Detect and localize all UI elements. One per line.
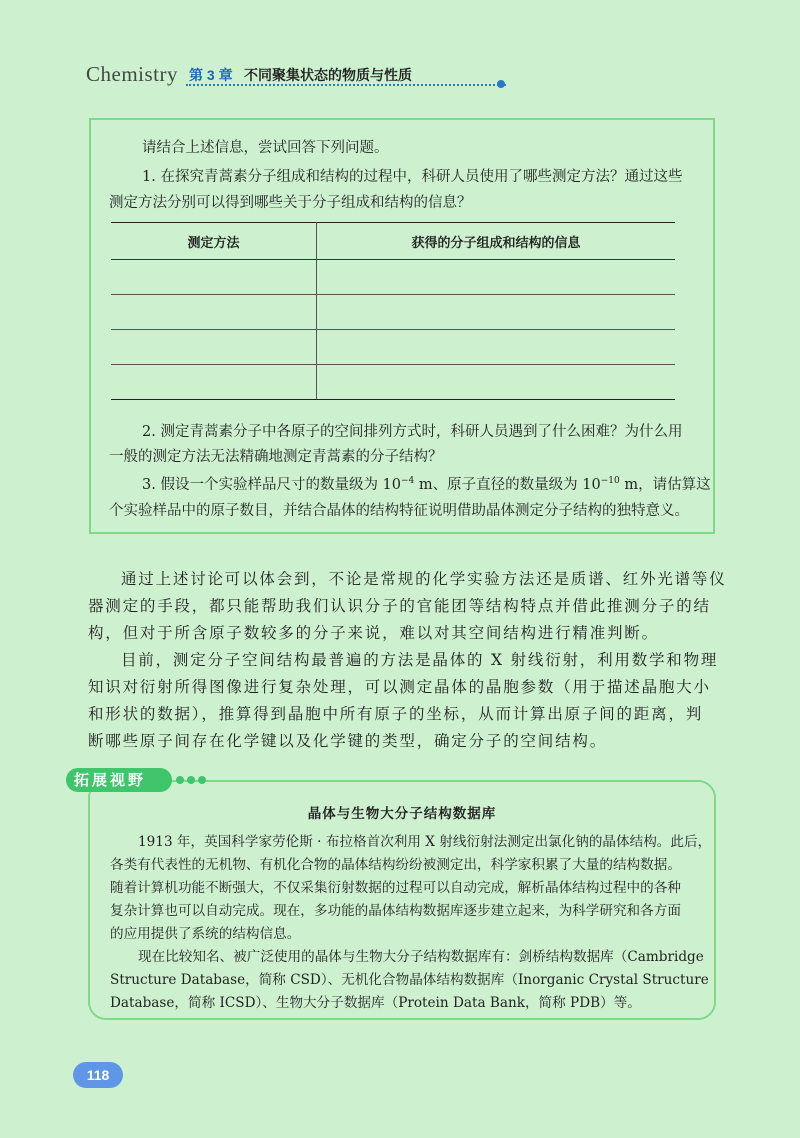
extension-paragraph-1-line-1: 1913 年，英国科学家劳伦斯 · 布拉格首次利用 X 射线衍射法测定出氯化钠的晶体结构。此后， — [138, 834, 712, 850]
brand-title: Chemistry — [86, 62, 178, 86]
extension-paragraph-1-line-5: 的应用提供了系统的结构信息。 — [110, 926, 301, 942]
q3-exponent-2: −10 — [600, 476, 620, 487]
body-paragraph-2-line-1: 目前，测定分子空间结构最普遍的方法是晶体的 X 射线衍射，利用数学和物理 — [121, 651, 719, 669]
table-cell — [317, 365, 676, 400]
extension-paragraph-2-line-2: Structure Database，简称 CSD）、无机化合物晶体结构数据库（Inorganic Crystal Structure — [110, 972, 709, 988]
body-paragraph-1-line-2: 器测定的手段，都只能帮助我们认识分子的官能团等结构特点并借此推测分子的结 — [88, 597, 711, 615]
extension-box — [88, 780, 716, 1020]
page-number: 118 — [73, 1062, 123, 1088]
body-paragraph-2-line-3: 和形状的数据），推算得到晶胞中所有原子的坐标，从而计算出原子间的距离，判 — [88, 705, 704, 723]
extension-paragraph-2-line-3: Database，简称 ICSD）、生物大分子数据库（Protein Data Bank，简称 PDB）等。 — [110, 995, 641, 1011]
extension-dot — [198, 776, 206, 784]
table-cell — [111, 330, 317, 365]
question-1-line-1: 1. 在探究青蒿素分子组成和结构的过程中，科研人员使用了哪些测定方法？通过这些 — [142, 169, 683, 185]
table-row — [111, 365, 675, 400]
table-cell — [317, 330, 676, 365]
extension-title: 晶体与生物大分子结构数据库 — [307, 806, 497, 821]
question-1-line-2: 测定方法分别可以得到哪些关于分子组成和结构的信息？ — [109, 195, 472, 211]
extension-paragraph-2-line-1: 现在比较知名、被广泛使用的晶体与生物大分子结构数据库有：剑桥结构数据库（Cambridge — [138, 949, 704, 965]
extension-paragraph-1-line-4: 复杂计算也可以自动完成。现在，多功能的晶体结构数据库逐步建立起来，为科学研究和各方面 — [110, 903, 681, 919]
q3-text-c: m，请估算这 — [619, 477, 711, 493]
question-2-line-1: 2. 测定青蒿素分子中各原子的空间排列方式时，科研人员遇到了什么困难？为什么用 — [142, 424, 683, 440]
body-paragraph-2-line-4: 断哪些原子间存在化学键以及化学键的类型，确定分子的空间结构。 — [88, 732, 608, 750]
body-paragraph-1-line-3: 构，但对于所含原子数较多的分子来说，难以对其空间结构进行精准判断。 — [88, 624, 659, 642]
question-3-line-1 — [142, 473, 711, 494]
extension-paragraph-1-line-3: 随着计算机功能不断强大，不仅采集衍射数据的过程可以自动完成，解析晶体结构过程中的各种 — [110, 880, 681, 896]
extension-dot — [187, 776, 195, 784]
table-cell — [317, 260, 676, 295]
extension-label: 拓展视野 — [74, 772, 147, 789]
table-row — [111, 295, 675, 330]
table-header-row — [111, 223, 675, 260]
q3-exponent-1: −4 — [401, 476, 415, 487]
header-divider-dot — [497, 80, 505, 88]
question-2-line-2: 一般的测定方法无法精确地测定青蒿素的分子结构？ — [109, 449, 443, 465]
table-cell — [111, 295, 317, 330]
question-3-line-2: 个实验样品中的原子数目，并结合晶体的结构特征说明借助晶体测定分子结构的独特意义。 — [109, 503, 689, 519]
q3-text-a: 3. 假设一个实验样品尺寸的数量级为 10 — [142, 477, 402, 493]
chapter-number: 第 3 章 — [189, 67, 233, 83]
table-cell — [111, 260, 317, 295]
table-cell — [111, 365, 317, 400]
table-row — [111, 330, 675, 365]
body-paragraph-1-line-1: 通过上述讨论可以体会到，不论是常规的化学实验方法还是质谱、红外光谱等仪 — [121, 570, 727, 588]
body-paragraph-2-line-2: 知识对衍射所得图像进行复杂处理，可以测定晶体的晶胞参数（用于描述晶胞大小 — [88, 678, 711, 696]
table-header-method: 测定方法 — [111, 223, 317, 260]
question-intro: 请结合上述信息，尝试回答下列问题。 — [142, 140, 389, 156]
chapter-title: 不同聚集状态的物质与性质 — [244, 67, 412, 83]
table-cell — [317, 295, 676, 330]
q3-text-b: m、原子直径的数量级为 10 — [414, 477, 601, 493]
question-box — [89, 118, 715, 534]
extension-paragraph-1-line-2: 各类有代表性的无机物、有机化合物的晶体结构纷纷被测定出，科学家积累了大量的结构数据。 — [110, 857, 681, 873]
table-header-info: 获得的分子组成和结构的信息 — [317, 223, 676, 260]
chapter-header — [86, 60, 416, 86]
measurement-table — [111, 222, 675, 400]
table-row — [111, 260, 675, 295]
extension-dot — [176, 776, 184, 784]
header-divider — [186, 84, 506, 86]
